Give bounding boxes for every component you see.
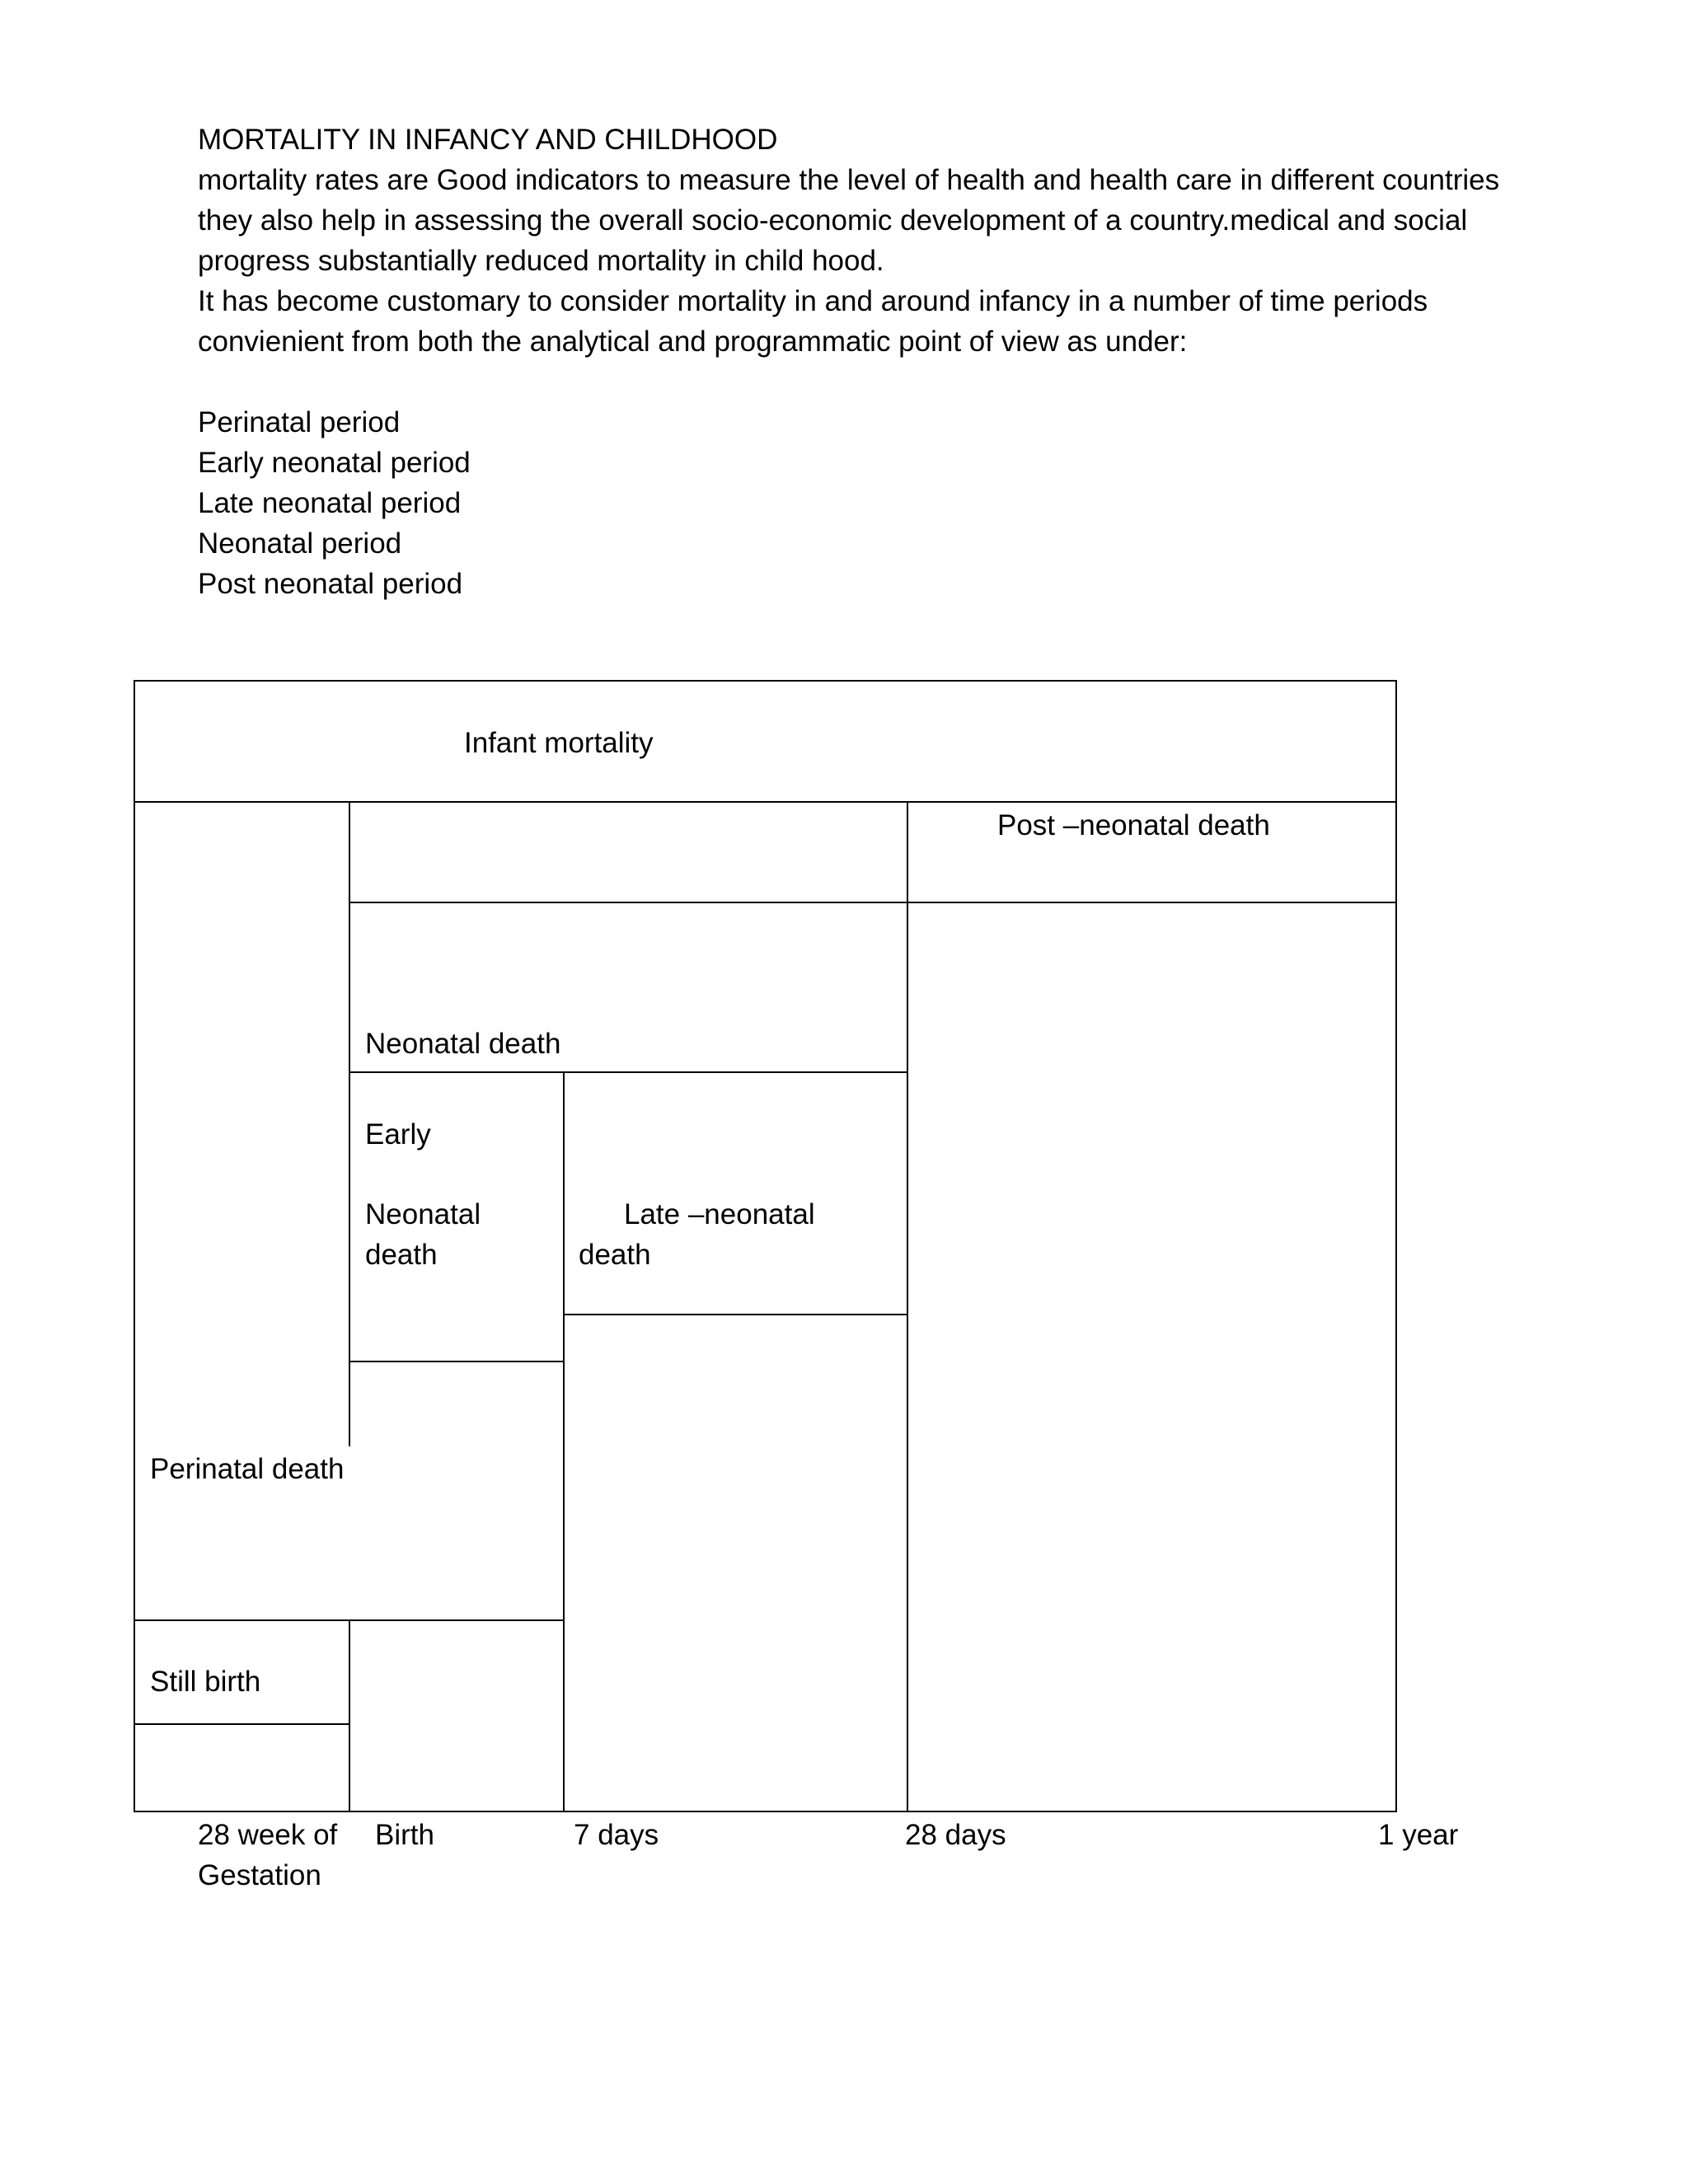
document-title: MORTALITY IN INFANCY AND CHILDHOOD — [198, 124, 778, 156]
post-neonatal-death-label: Post –neonatal death — [997, 809, 1270, 841]
perinatal-death-label: Perinatal death — [150, 1453, 345, 1485]
still-birth-label: Still birth — [150, 1666, 261, 1698]
period-item: Perinatal period — [198, 406, 401, 438]
axis-label-gestation-line-1: 28 week of — [198, 1819, 338, 1851]
neonatal-death-label: Neonatal death — [365, 1028, 561, 1060]
axis-label-twenty-eight-days: 28 days — [905, 1819, 1006, 1851]
axis-label-seven-days: 7 days — [574, 1819, 659, 1851]
early-neonatal-label-line-2: Neonatal — [365, 1198, 481, 1230]
period-item: Late neonatal period — [198, 487, 462, 519]
axis-label-birth: Birth — [375, 1819, 434, 1851]
early-neonatal-label-line-1: Early — [365, 1118, 431, 1151]
intro-paragraph: mortality rates are Good indicators to measure the level of health and health care in different countries they also help in assessing the overall socio-economic development of a country.medical and social progress substantially reduced mortality in child hood. — [198, 164, 1507, 277]
axis-label-one-year: 1 year — [1378, 1819, 1459, 1851]
early-neonatal-label-line-3: death — [365, 1239, 438, 1271]
period-item: Early neonatal period — [198, 447, 471, 479]
axis-label-gestation-line-2: Gestation — [198, 1859, 321, 1891]
late-neonatal-label-line-1: Late –neonatal — [624, 1198, 815, 1230]
period-item: Post neonatal period — [198, 568, 463, 600]
period-item: Neonatal period — [198, 527, 402, 560]
periods-paragraph: It has become customary to consider mortality in and around infancy in a number of time periods convienient from both the analytical and programmatic point of view as under: — [198, 285, 1436, 358]
infant-mortality-label: Infant mortality — [464, 727, 654, 759]
late-neonatal-label-line-2: death — [579, 1239, 651, 1271]
